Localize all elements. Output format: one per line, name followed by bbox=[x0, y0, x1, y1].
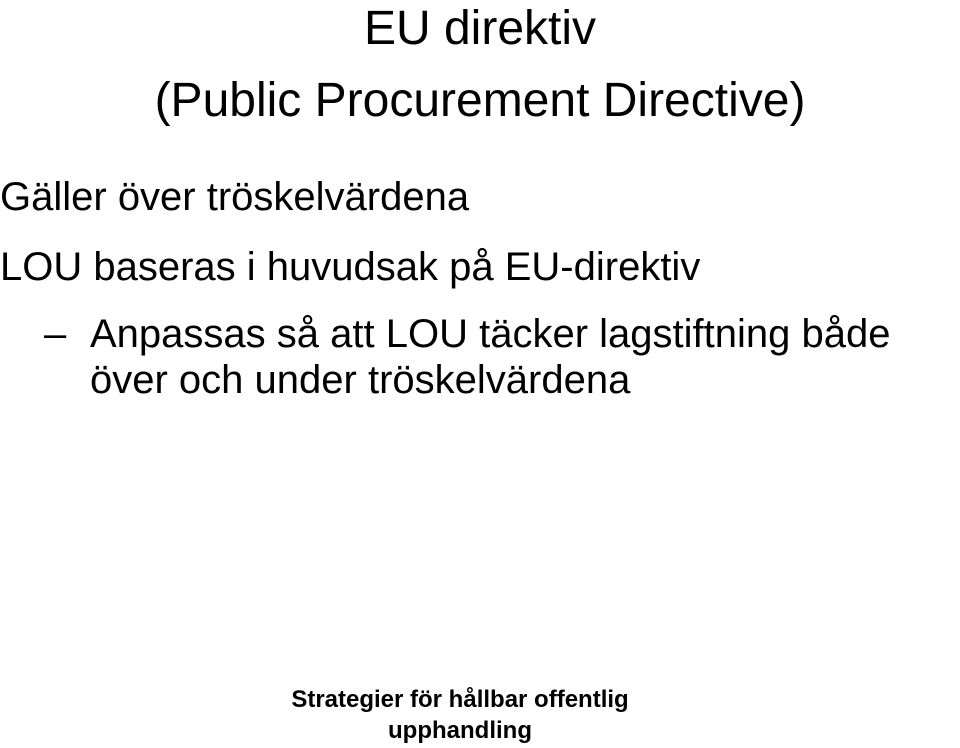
dash-marker: – bbox=[44, 312, 67, 356]
bullet-item: Gäller över tröskelvärdena bbox=[0, 175, 470, 219]
slide-title-line-1: EU direktiv bbox=[363, 2, 597, 55]
sub-bullet-item bbox=[44, 311, 956, 403]
slide-title-line-2: (Public Procurement Directive) bbox=[154, 74, 806, 127]
sub-bullet-text: Anpassas så att LOU täcker lagstiftning både över och under tröskelvärdena bbox=[90, 312, 891, 402]
footer-line-2: upphandling bbox=[388, 717, 532, 744]
slide-title bbox=[0, 0, 960, 130]
footer-line-1: Strategier för hållbar offentlig bbox=[291, 686, 629, 713]
slide-footer bbox=[0, 684, 920, 746]
bullet-item: LOU baseras i huvudsak på EU-direktiv bbox=[0, 245, 701, 289]
